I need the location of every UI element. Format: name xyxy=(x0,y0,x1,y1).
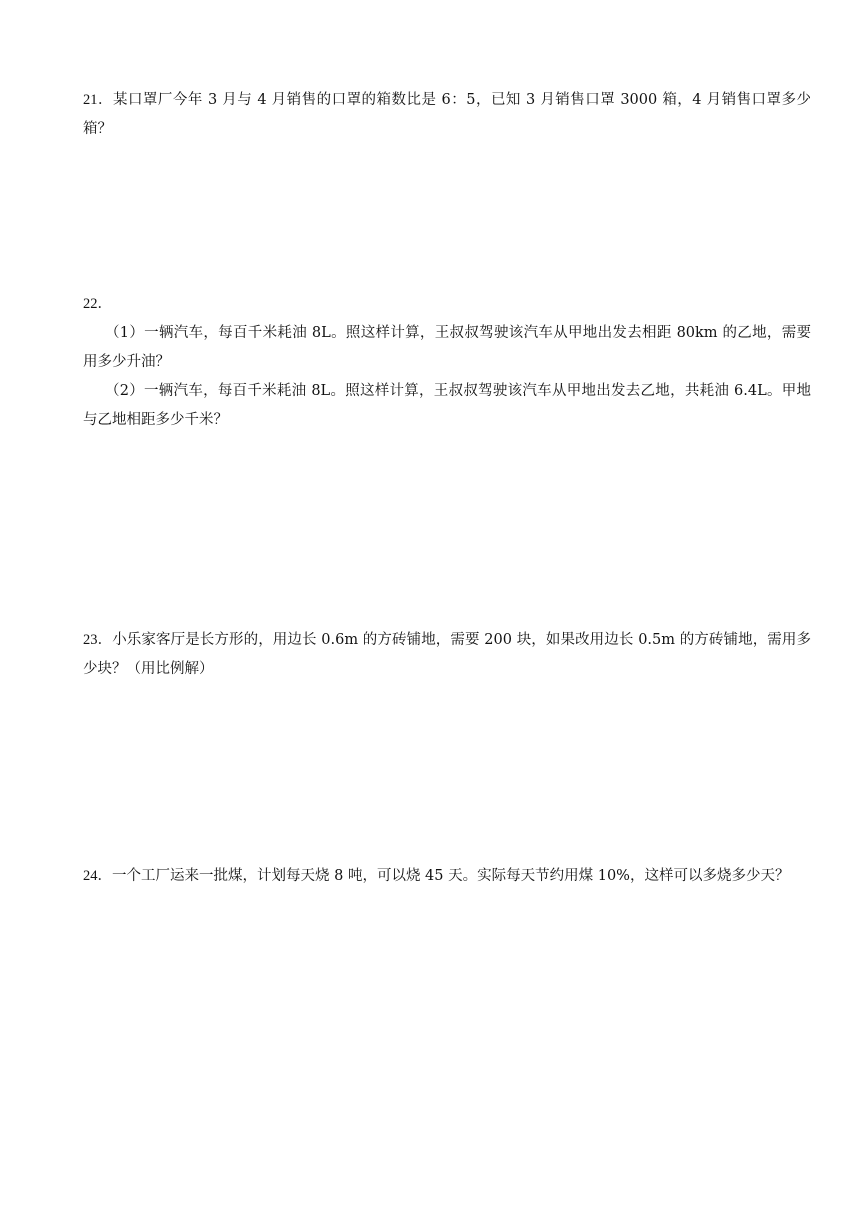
question-22-part-1: （1）一辆汽车，每百千米耗油 8L。照这样计算，王叔叔驾驶该汽车从甲地出发去相距 80km 的乙地，需要用多少升油？ xyxy=(83,325,811,370)
question-number: 21． xyxy=(83,92,113,108)
question-23 xyxy=(83,626,811,684)
question-21-body xyxy=(83,86,811,144)
question-21 xyxy=(83,86,811,144)
question-text: 某口罩厂今年 3 月与 4 月销售的口罩的箱数比是 6：5，已知 3 月销售口罩 3000 箱，4 月销售口罩多少箱？ xyxy=(83,92,812,137)
question-number: 23． xyxy=(83,632,113,648)
question-number: 24． xyxy=(83,868,112,884)
question-text: 小乐家客厅是长方形的，用边长 0.6m 的方砖铺地，需要 200 块，如果改用边长 0.5m 的方砖铺地，需用多少块？（用比例解） xyxy=(83,632,811,677)
question-text: 一个工厂运来一批煤，计划每天烧 8 吨，可以烧 45 天。实际每天节约用煤 10%，这样可以多烧多少天？ xyxy=(112,868,790,884)
question-22 xyxy=(83,290,811,435)
question-24 xyxy=(83,862,811,891)
question-23-body xyxy=(83,626,811,684)
question-24-body xyxy=(83,862,811,891)
question-22-part-2: （2）一辆汽车，每百千米耗油 8L。照这样计算，王叔叔驾驶该汽车从甲地出发去乙地，共耗油 6.4L。甲地与乙地相距多少千米？ xyxy=(83,383,811,428)
question-number: 22． xyxy=(83,296,112,312)
